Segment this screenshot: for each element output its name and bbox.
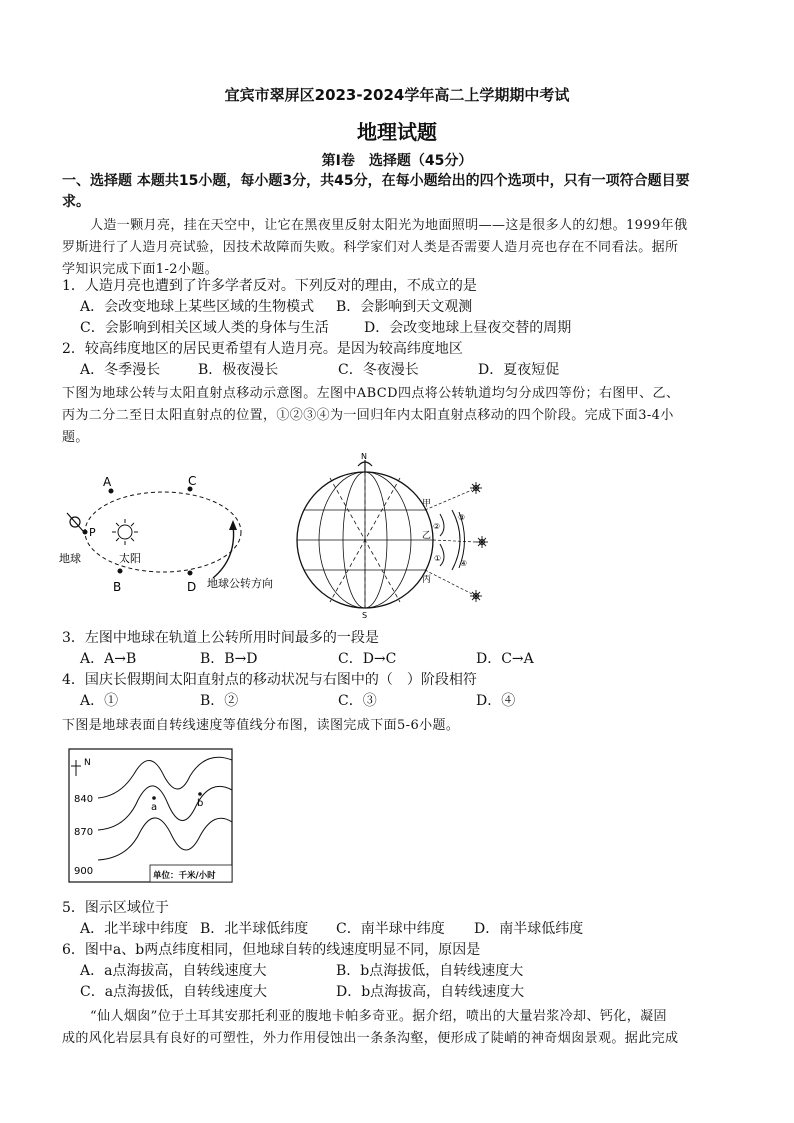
passage2-line1: 下图为地球公转与太阳直射点移动示意图。左图中ABCD四点将公转轨道均匀分成四等份；右图甲、乙、 [62, 386, 680, 401]
isoline-figure [68, 748, 234, 884]
orbit-point-d [188, 571, 193, 576]
stage-1: ① [434, 554, 442, 563]
label-d: D [187, 580, 197, 594]
q4-option-b[interactable]: B．② [200, 693, 239, 709]
iso-label-b: b [197, 798, 204, 809]
axis-icon [358, 460, 372, 472]
revolution-arrow [213, 525, 234, 578]
exam-title: 宜宾市翠屏区2023-2024学年高二上学期期中考试 [224, 86, 570, 104]
earth-icon [67, 513, 83, 531]
globe-figure [290, 450, 500, 620]
orbit-point-a [109, 489, 114, 494]
section-heading-line2: 求。 [62, 194, 90, 210]
q1-option-b[interactable]: B．会影响到天文观测 [336, 299, 473, 315]
passage2-line2: 丙为二分二至日太阳直射点的位置，①②③④为一回归年内太阳直射点移动的四个阶段。完成下面3-4小 [62, 408, 674, 423]
q1-option-a[interactable]: A．会改变地球上某些区域的生物模式 [80, 299, 315, 315]
iso-900: 900 [74, 866, 94, 877]
orbit-ellipse [85, 492, 241, 572]
sun-icon-top [470, 482, 482, 494]
passage4-line2: 成的风化岩层具有良好的可塑性，外力作用侵蚀出一条条沟壑，便形成了陡峭的神奇烟囱景观。据此完成 [62, 1031, 679, 1046]
globe-south: S [362, 611, 368, 620]
stage-3: ③ [458, 513, 466, 522]
part-title: 第Ⅰ卷 选择题（45分） [321, 153, 473, 169]
q6-option-a[interactable]: A．a点海拔高，自转线速度大 [80, 963, 267, 979]
q4-option-c[interactable]: C．③ [338, 693, 377, 709]
q3-stem: 3．左图中地球在轨道上公转所用时间最多的一段是 [62, 630, 379, 646]
passage3-line1: 下图是地球表面自转线速度等值线分布图，读图完成下面5-6小题。 [62, 718, 460, 733]
earth-label: 地球 [59, 552, 81, 565]
q6-option-c[interactable]: C．a点海拔低，自转线速度大 [80, 984, 268, 1000]
iso-label-a: a [151, 802, 158, 813]
q2-option-b[interactable]: B．极夜漫长 [198, 362, 279, 378]
orbit-point-b [118, 569, 123, 574]
passage1-line2: 罗斯进行了人造月亮试验，因技术故障而失败。科学家们对人类是否需要人造月亮也存在不同看法。据所 [62, 240, 679, 255]
sun-label: 太阳 [119, 552, 141, 565]
iso-870: 870 [74, 827, 94, 838]
passage1-line1: 人造一颗月亮，挂在天空中，让它在黑夜里反射太阳光为地面照明——这是很多人的幻想。1999年俄 [90, 218, 688, 233]
q3-option-c[interactable]: C．D→C [338, 651, 397, 667]
sun-icon-mid [476, 536, 488, 548]
label-c: C [188, 474, 197, 488]
iso-point-a [152, 796, 156, 800]
q5-option-a[interactable]: A．北半球中纬度 [80, 921, 189, 937]
label-bing: 丙 [422, 575, 432, 585]
q5-option-d[interactable]: D．南半球低纬度 [474, 921, 584, 937]
q5-option-c[interactable]: C．南半球中纬度 [336, 921, 445, 937]
globe-north: N [361, 452, 367, 461]
direction-label: 地球公转方向 [207, 577, 273, 590]
q4-option-a[interactable]: A．① [80, 693, 119, 709]
q3-option-d[interactable]: D．C→A [476, 651, 534, 667]
q2-option-a[interactable]: A．冬季漫长 [80, 362, 161, 378]
passage1-line3: 学知识完成下面1-2小题。 [62, 262, 219, 277]
q4-stem: 4．国庆长假期间太阳直射点的移动状况与右图中的（ ）阶段相符 [62, 672, 477, 688]
iso-840: 840 [74, 794, 94, 805]
label-p: P [89, 526, 96, 539]
passage2-line3: 题。 [62, 430, 89, 445]
q3-option-a[interactable]: A．A→B [80, 651, 137, 667]
q2-option-c[interactable]: C．冬夜漫长 [338, 362, 419, 378]
q1-option-d[interactable]: D．会改变地球上昼夜交替的周期 [364, 320, 572, 336]
q1-option-c[interactable]: C．会影响到相关区域人类的身体与生活 [80, 320, 329, 336]
q6-option-d[interactable]: D．b点海拔高，自转线速度大 [336, 984, 525, 1000]
iso-north: N [84, 758, 91, 768]
sun-icon [112, 519, 138, 545]
orbit-figure [55, 470, 305, 605]
label-yi: 乙 [422, 531, 432, 541]
iso-unit: 单位：千米/小时 [153, 871, 216, 881]
section-heading-line1: 一、选择题 本题共15小题，每小题3分，共45分，在每小题给出的四个选项中，只有一项符合题目要 [62, 173, 690, 189]
q2-option-d[interactable]: D．夏夜短促 [478, 362, 560, 378]
sun-icon-bottom [470, 590, 482, 602]
orbit-point-p [83, 530, 88, 535]
subject-title: 地理试题 [357, 120, 437, 144]
q6-option-b[interactable]: B．b点海拔低，自转线速度大 [336, 963, 524, 979]
q3-option-b[interactable]: B．B→D [200, 651, 258, 667]
stage-2: ② [433, 522, 441, 531]
passage4-line1: “仙人烟囱”位于土耳其安那托利亚的腹地卡帕多奇亚。据介绍，喷出的大量岩浆冷却、钙化，凝固 [90, 1009, 667, 1024]
q1-stem: 1．人造月亮也遭到了许多学者反对。下列反对的理由，不成立的是 [62, 278, 477, 294]
revolution-arrowhead [229, 520, 237, 530]
iso-point-b [198, 792, 202, 796]
label-jia: 甲 [422, 499, 432, 509]
label-a: A [103, 475, 112, 489]
q4-option-d[interactable]: D．④ [476, 693, 516, 709]
isoline-frame [69, 749, 232, 882]
q5-option-b[interactable]: B．北半球低纬度 [200, 921, 309, 937]
q2-stem: 2．较高纬度地区的居民更希望有人造月亮。是因为较高纬度地区 [62, 341, 463, 357]
q5-stem: 5．图示区域位于 [62, 900, 169, 916]
label-b: B [113, 580, 122, 594]
stage-4: ④ [460, 559, 468, 568]
q6-stem: 6．图中a、b两点纬度相同，但地球自转的线速度明显不同，原因是 [62, 942, 481, 958]
